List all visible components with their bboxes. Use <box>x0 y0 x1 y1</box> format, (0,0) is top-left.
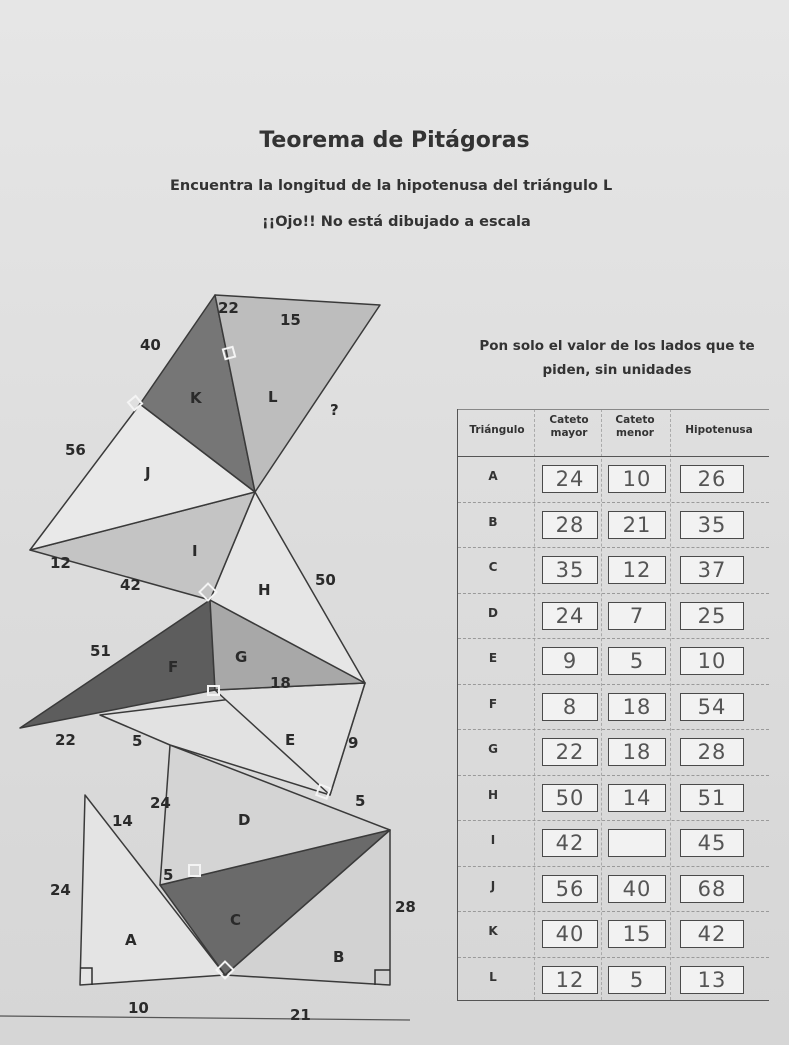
answer-d-hypotenuse[interactable]: 25 <box>680 602 744 630</box>
table-row-k <box>458 911 769 958</box>
answer-b-major[interactable]: 28 <box>542 511 598 539</box>
row-label-d: D <box>488 605 498 620</box>
answer-d-minor[interactable]: 7 <box>608 602 666 630</box>
label-side-42: 42 <box>120 576 141 594</box>
answer-l-minor[interactable]: 5 <box>608 966 666 994</box>
table-instruction-line-1: Pon solo el valor de los lados que te <box>479 338 755 354</box>
answer-g-minor[interactable]: 18 <box>608 738 666 766</box>
label-side-24-left: 24 <box>50 881 71 899</box>
answer-a-major[interactable]: 24 <box>542 465 598 493</box>
header-leg-minor-line-1: Cateto <box>615 414 655 426</box>
header-leg-major-line-2: mayor <box>550 427 588 439</box>
label-side-9: 9 <box>348 734 359 752</box>
worksheet-title: Teorema de Pitágoras <box>259 128 530 153</box>
label-side-56: 56 <box>65 441 86 459</box>
answer-c-minor[interactable]: 12 <box>608 556 666 584</box>
answer-b-minor[interactable]: 21 <box>608 511 666 539</box>
label-side-22-left: 22 <box>55 731 76 749</box>
answer-e-major[interactable]: 9 <box>542 647 598 675</box>
answer-e-minor[interactable]: 5 <box>608 647 666 675</box>
row-label-h: H <box>487 787 499 802</box>
triangle-label-l: L <box>268 388 278 406</box>
label-side-51: 51 <box>90 642 111 660</box>
answer-d-major[interactable]: 24 <box>542 602 598 630</box>
row-label-k: K <box>488 924 498 938</box>
label-side-24-middle: 24 <box>150 794 171 812</box>
triangle-label-c: C <box>230 911 242 929</box>
triangle-label-e: E <box>285 731 296 749</box>
table-row-c <box>458 547 769 594</box>
scale-warning: ¡¡Ojo!! No está dibujado a escala <box>262 214 531 230</box>
answer-b-hypotenuse[interactable]: 35 <box>680 511 744 539</box>
label-side-5-middle: 5 <box>132 732 143 750</box>
table-instruction-line-2: piden, sin unidades <box>542 362 692 378</box>
answer-a-minor[interactable]: 10 <box>608 465 666 493</box>
label-side-5-low: 5 <box>163 866 174 884</box>
label-side-18: 18 <box>270 674 291 692</box>
answer-a-hypotenuse[interactable]: 26 <box>680 465 744 493</box>
triangle-label-d: D <box>238 811 251 829</box>
answer-i-hypotenuse[interactable]: 45 <box>680 829 744 857</box>
answer-c-hypotenuse[interactable]: 37 <box>680 556 744 584</box>
answer-j-major[interactable]: 56 <box>542 875 598 903</box>
triangle-label-i: I <box>192 542 198 560</box>
answers-table <box>457 409 769 1001</box>
answer-g-hypotenuse[interactable]: 28 <box>680 738 744 766</box>
answer-k-hypotenuse[interactable]: 42 <box>680 920 744 948</box>
answer-e-hypotenuse[interactable]: 10 <box>680 647 744 675</box>
row-label-e: E <box>488 651 498 665</box>
label-side-15-top: 15 <box>280 311 301 329</box>
table-row-h <box>458 775 769 822</box>
answer-c-major[interactable]: 35 <box>542 556 598 584</box>
table-row-i <box>458 820 769 867</box>
header-leg-minor-line-2: menor <box>616 427 654 439</box>
label-side-5-right: 5 <box>355 792 366 810</box>
table-header <box>458 409 769 457</box>
triangle-label-g: G <box>235 648 248 666</box>
triangle-label-b: B <box>333 948 345 966</box>
header-leg-major-line-1: Cateto <box>549 414 589 426</box>
label-side-28: 28 <box>395 898 416 916</box>
header-hypotenuse: Hipotenusa <box>685 424 753 436</box>
answer-h-minor[interactable]: 14 <box>608 784 666 812</box>
answer-f-major[interactable]: 8 <box>542 693 598 721</box>
triangle-label-f: F <box>168 658 179 676</box>
label-unknown-hypotenuse: ? <box>330 401 339 419</box>
answer-k-major[interactable]: 40 <box>542 920 598 948</box>
label-side-12: 12 <box>50 554 71 572</box>
label-side-10: 10 <box>128 999 149 1017</box>
row-label-i: I <box>490 833 496 847</box>
header-triangle: Triángulo <box>469 424 525 436</box>
triangle-label-a: A <box>125 931 137 949</box>
table-row-e <box>458 638 769 685</box>
row-label-j: J <box>490 878 496 893</box>
answer-i-minor[interactable] <box>608 829 666 857</box>
header-leg-major <box>538 414 600 440</box>
baseline-rule <box>0 1016 410 1020</box>
label-side-14: 14 <box>112 812 133 830</box>
answer-k-minor[interactable]: 15 <box>608 920 666 948</box>
table-row-a <box>458 456 769 503</box>
answer-l-major[interactable]: 12 <box>542 966 598 994</box>
table-row-d <box>458 593 769 640</box>
answer-h-hypotenuse[interactable]: 51 <box>680 784 744 812</box>
answer-l-hypotenuse[interactable]: 13 <box>680 966 744 994</box>
label-side-50: 50 <box>315 571 336 589</box>
table-row-l <box>458 957 769 1003</box>
header-leg-minor <box>604 414 666 440</box>
table-row-j <box>458 866 769 913</box>
triangle-label-j: J <box>145 464 151 482</box>
answer-j-minor[interactable]: 40 <box>608 875 666 903</box>
label-side-22-top: 22 <box>218 299 239 317</box>
row-label-b: B <box>488 514 498 529</box>
answer-g-major[interactable]: 22 <box>542 738 598 766</box>
triangle-label-k: K <box>190 389 202 407</box>
table-row-f <box>458 684 769 731</box>
row-label-f: F <box>488 696 498 711</box>
answer-f-hypotenuse[interactable]: 54 <box>680 693 744 721</box>
triangle-label-h: H <box>258 581 271 599</box>
row-label-c: C <box>488 560 498 574</box>
row-label-a: A <box>488 469 498 483</box>
label-side-21: 21 <box>290 1006 311 1024</box>
answer-h-major[interactable]: 50 <box>542 784 598 812</box>
row-label-g: G <box>488 742 498 756</box>
row-label-l: L <box>489 969 497 984</box>
answer-i-major[interactable]: 42 <box>542 829 598 857</box>
answer-j-hypotenuse[interactable]: 68 <box>680 875 744 903</box>
label-side-40: 40 <box>140 336 161 354</box>
table-row-b <box>458 502 769 549</box>
worksheet-instruction: Encuentra la longitud de la hipotenusa del triángulo L <box>170 178 613 194</box>
answer-f-minor[interactable]: 18 <box>608 693 666 721</box>
table-row-g <box>458 729 769 776</box>
